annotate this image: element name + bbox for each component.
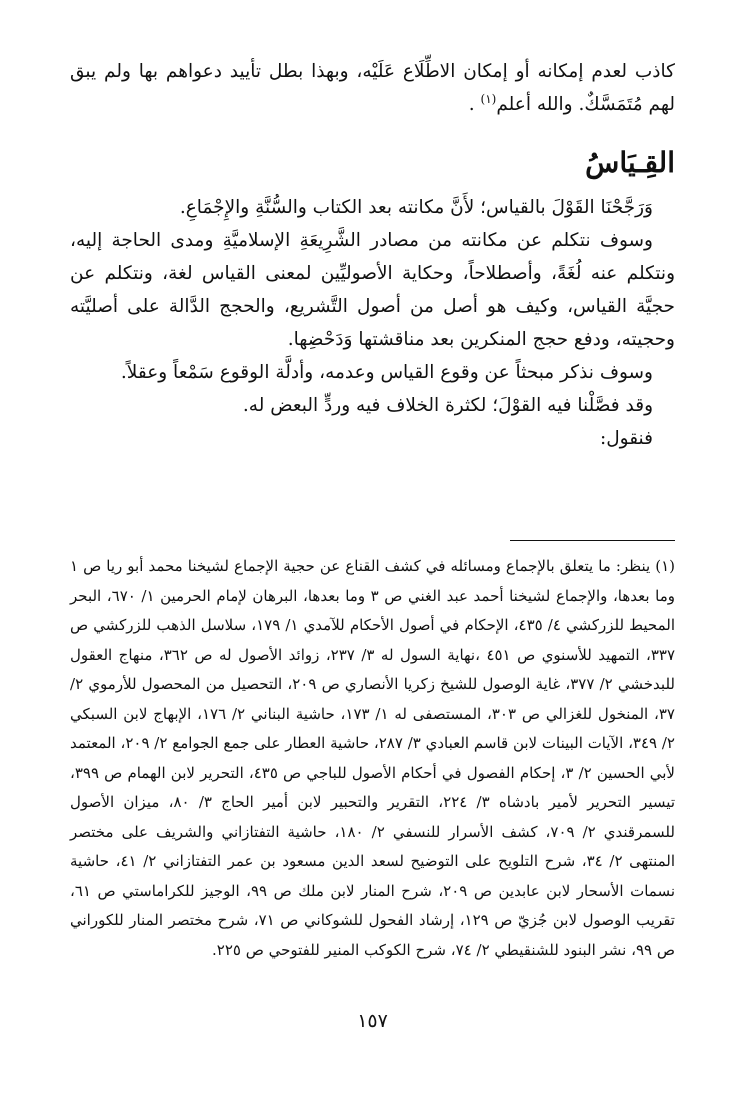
main-text: [70, 55, 675, 455]
paragraph: وقد فصَّلْنا فيه القوْلَ؛ لكثرة الخلاف فيه وردٍّ البعض له.: [242, 395, 653, 416]
page-number: ١٥٧: [357, 1010, 388, 1032]
paragraph: وسوف نتكلم عن مكانته من مصادر الشَّرِيعَةِ الإسلاميَّةِ ومدى الحاجة إليه، ونتكلم عنه لُغَةً، وأصطلاحاً، وحكاية الأصوليِّين لمعنى القياس لغة، ونتكلم عن حجيَّة القياس، وكيف هو أصل من أصول التَّشريع، والحجج الدَّالة على أصليَّته وحجيته، ودفع حجج المنكرين بعد مناقشتها وَدَحْضِها.: [70, 230, 675, 350]
intro-paragraph-text: كاذب لعدم إمكانه أو إمكان الاطِّلَاع عَلَيْه، وبهذا بطل تأييد دعواهم بها ولم يبق لهم مُتَمَسَّكٌ. والله أعلم: [70, 61, 675, 115]
footnotes: [70, 552, 675, 965]
paragraph: وسوف نذكر مبحثاً عن وقوع القياس وعدمه، وأدلَّة الوقوع سَمْعاً وعقلاً.: [120, 362, 653, 383]
paragraph: وَرَجَّحْنَا القَوْلَ بالقياس؛ لأَنَّ مكانته بعد الكتاب والسُّنَّةِ والإِجْمَاعِ.: [179, 197, 653, 218]
footnote-separator: [510, 540, 675, 541]
paragraph: فنقول:: [599, 428, 653, 449]
footnote-reference: (١): [480, 91, 497, 106]
footnote-1: (١) ينظر: ما يتعلق بالإجماع ومسائله في كشف القناع عن حجية الإجماع لشيخنا محمد أبو ريا ص ١ وما بعدها، والإجماع لشيخنا أحمد عبد الغني ص ٣ وما بعدها، البرهان لإمام الحرمين ١/ ٦٧٠، البحر المحيط للزركشي ٤/ ٤٣٥، الإحكام في أصول الأحكام للآمدي ١/ ١٧٩، سلاسل الذهب للزركشي ص ٣٣٧، التمهيد للأسنوي ص ٤٥١ ،نهاية السول له ٣/ ٢٣٧، زوائد الأصول له ص ٣٦٢، منهاج العقول للبدخشي ٢/ ٣٧٧، غاية الوصول للشيخ زكريا الأنصاري ص ٢٠٩، التحصيل من المحصول للأرموي ٢/ ٣٧، المنخول للغزالي ص ٣٠٣، المستصفى له ١/ ١٧٣، حاشية البناني ٢/ ١٧٦، الإبهاج لابن السبكي ٢/ ٣٤٩، الآيات البينات لابن قاسم العبادي ٣/ ٢٨٧، حاشية العطار على جمع الجوامع ٢/ ٢٠٩، المعتمد لأبي الحسين ٢/ ٣، إحكام الفصول في أحكام الأصول للباجي ص ٤٣٥، التحرير لابن الهمام ص ٣٩٩، تيسير التحرير لأمير بادشاه ٣/ ٢٢٤، التقرير والتحبير لابن أمير الحاج ٣/ ٨٠، ميزان الأصول للسمرقندي ٢/ ٧٠٩، كشف الأسرار للنسفي ٢/ ١٨٠، حاشية التفتازاني والشريف على مختصر المنتهى ٢/ ٣٤، شرح التلويح على التوضيح لسعد الدين مسعود بن عمر التفتازاني ٢/ ٤١، حاشية نسمات الأسحار لابن عابدين ص ٢٠٩، شرح المنار لابن ملك ص ٩٩، الوجيز للكراماستي ص ٦١، تقريب الوصول لابن جُزيّ ص ١٢٩، إرشاد الفحول للشوكاني ص ٧١، شرح مختصر المنار للكوراني ص ٩٩، نشر البنود للشنقيطي ٢/ ٧٤، شرح الكوكب المنير للفتوحي ص ٢٢٥.: [70, 557, 676, 959]
section-heading: القِـيَاسُ: [585, 146, 675, 179]
intro-paragraph: كاذب لعدم إمكانه أو إمكان الاطِّلَاع عَلَيْه، وبهذا بطل تأييد دعواهم بها ولم يبق لهم مُتَمَسَّكٌ. والله أعلم$^{(١)}$ .: [70, 61, 675, 115]
